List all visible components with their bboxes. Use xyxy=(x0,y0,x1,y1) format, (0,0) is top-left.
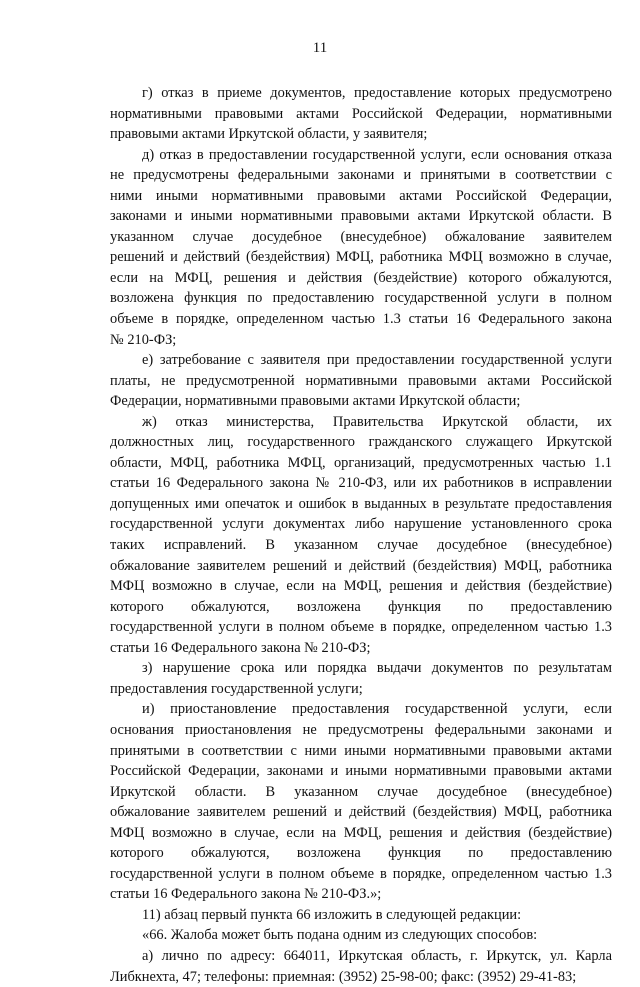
text-line: если на МФЦ, решения и действия (бездействие) которого обжалуются, xyxy=(110,269,612,286)
text-line: основания приостановления не предусмотрены федеральными законами и xyxy=(110,721,612,738)
text-line: е) затребование с заявителя при предоставлении государственной услуги xyxy=(142,352,612,369)
paragraph-a xyxy=(110,946,612,987)
text-line: платы, не предусмотренной нормативными правовыми актами Российской xyxy=(110,372,612,389)
text-line: Федерации, нормативными правовыми актами Иркутской области; xyxy=(110,393,521,410)
paragraph-d xyxy=(110,145,612,350)
paragraph-66 xyxy=(110,925,612,946)
text-line: МФЦ возможно в случае, если на МФЦ, решения и действия (бездействие) xyxy=(110,578,612,595)
text-line: Либкнехта, 47; телефоны: приемная: (3952) 25-98-00; факс: (3952) 29-41-83; xyxy=(110,968,577,985)
paragraph-g xyxy=(110,83,612,145)
text-line: объеме в порядке, определенном частью 1.3 статьи 16 Федерального закона xyxy=(110,311,612,328)
text-line: решений и действий (бездействия) МФЦ, работника МФЦ возможно в случае, xyxy=(110,249,612,266)
text-line: ж) отказ министерства, Правительства Иркутской области, их xyxy=(142,413,612,430)
text-line: статьи 16 Федерального закона № 210-ФЗ.»; xyxy=(110,886,382,903)
text-line: г) отказ в приеме документов, предоставление которых предусмотрено xyxy=(142,85,612,101)
text-line: статьи 16 Федерального закона № 210-ФЗ; xyxy=(110,639,371,656)
paragraph-e xyxy=(110,350,612,412)
text-line: правовыми актами Иркутской области, у заявителя; xyxy=(110,126,428,143)
text-line: государственной услуги в полном объеме в порядке, определенном частью 1.3 xyxy=(110,865,612,882)
text-line: ними иными нормативными правовыми актами Российской Федерации, xyxy=(110,187,612,204)
text-line: и) приостановление предоставления государственной услуги, если xyxy=(142,701,612,718)
text-line: з) нарушение срока или порядка выдачи документов по результатам xyxy=(142,660,612,677)
text-line: возложена функция по предоставлению государственной услуги в полном xyxy=(110,290,612,307)
paragraph-i xyxy=(110,699,612,904)
text-line: которого обжалуются, возложена функция по предоставлению xyxy=(110,598,612,615)
text-line: области, МФЦ, работника МФЦ, организаций, предусмотренных частью 1.1 xyxy=(110,454,612,471)
text-line: 11) абзац первый пункта 66 изложить в следующей редакции: xyxy=(142,906,522,923)
text-line: обжалование заявителем решений и действий (бездействия) МФЦ, работника xyxy=(110,557,612,574)
text-line: статьи 16 Федерального закона № 210-ФЗ, или их работников в исправлении xyxy=(110,475,612,492)
paragraph-zh xyxy=(110,412,612,659)
text-line: а) лично по адресу: 664011, Иркутская область, г. Иркутск, ул. Карла xyxy=(142,947,612,964)
text-line: «66. Жалоба может быть подана одним из следующих способов: xyxy=(142,927,538,944)
document-body xyxy=(110,83,612,987)
text-line: допущенных ими опечаток и ошибок в выданных в результате предоставления xyxy=(110,495,612,512)
text-line: предоставления государственной услуги; xyxy=(110,680,363,697)
text-line: Иркутской области. В указанном случае досудебное (внесудебное) xyxy=(110,783,612,800)
page-number: 11 xyxy=(312,40,328,56)
paragraph-z xyxy=(110,658,612,699)
text-line: не предусмотрены федеральными законами и принятыми в соответствии с xyxy=(110,167,612,184)
text-line: Российской Федерации, законами и иными нормативными правовыми актами xyxy=(110,763,612,780)
text-line: д) отказ в предоставлении государственной услуги, если основания отказа xyxy=(142,146,612,163)
text-line: таких исправлений. В указанном случае досудебное (внесудебное) xyxy=(110,537,612,554)
text-line: законами и иными нормативными правовыми актами Иркутской области. В xyxy=(110,208,612,225)
paragraph-11 xyxy=(110,905,612,926)
text-line: указанном случае досудебное (внесудебное) обжалование заявителем xyxy=(110,228,612,245)
text-line: принятыми в соответствии с ними иными нормативными правовыми актами xyxy=(110,742,612,759)
text-line: государственной услуги документах либо нарушение установленного срока xyxy=(110,516,612,533)
text-line: должностных лиц, государственного гражданского служащего Иркутской xyxy=(110,434,612,451)
text-line: нормативными правовыми актами Российской Федерации, нормативными xyxy=(110,105,612,122)
text-line: которого обжалуются, возложена функция по предоставлению xyxy=(110,845,612,862)
text-line: государственной услуги в полном объеме в порядке, определенном частью 1.3 xyxy=(110,619,612,636)
text-line: МФЦ возможно в случае, если на МФЦ, решения и действия (бездействие) xyxy=(110,824,612,841)
text-line: обжалование заявителем решений и действий (бездействия) МФЦ, работника xyxy=(110,804,612,821)
text-line: № 210-ФЗ; xyxy=(110,331,177,348)
